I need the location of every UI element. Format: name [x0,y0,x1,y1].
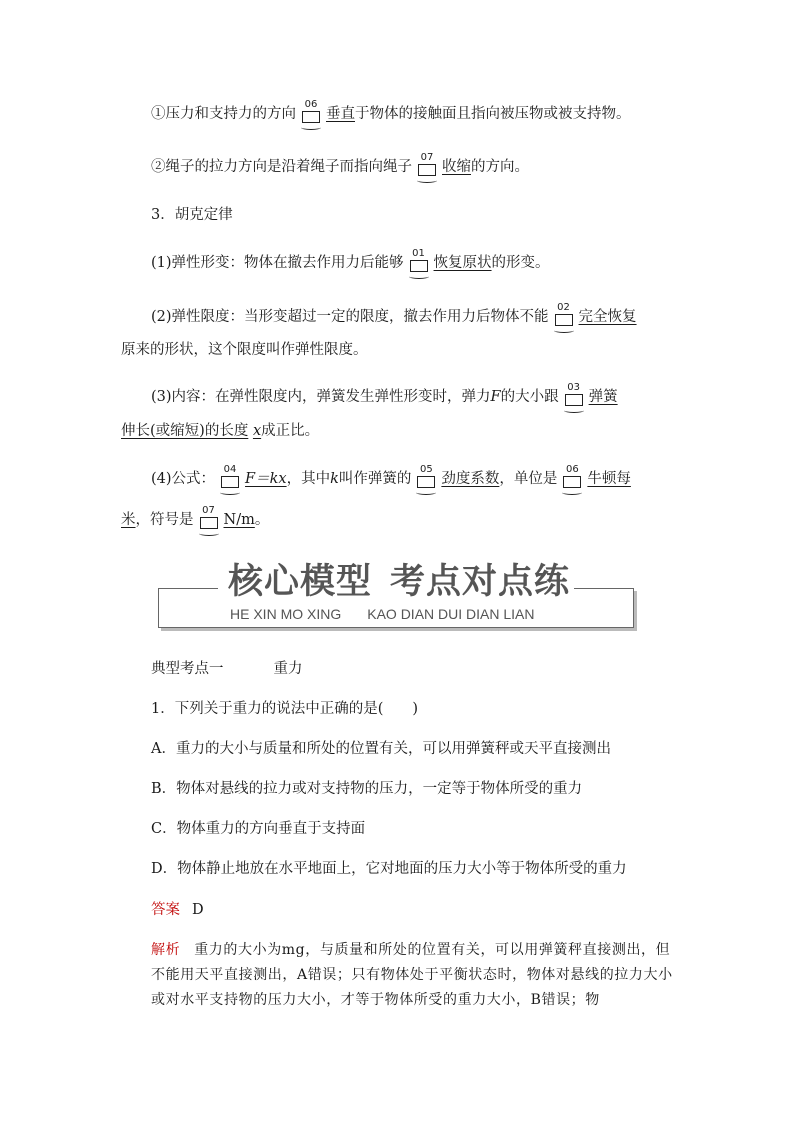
blank-box-04: 04 [219,469,241,489]
fill-line-elastic-limit-cont: 原来的形状，这个限度叫作弹性限度。 [121,342,368,358]
option-b: B．物体对悬线的拉力或对支持物的压力，一定等于物体所受的重力 [151,781,583,797]
fill-line-content: (3)内容：在弹性限度内，弹簧发生弹性形变时，弹力F的大小跟 03 弹簧 [151,387,618,407]
blank-box-03: 03 [563,387,585,407]
analysis-paragraph [121,938,676,1013]
answer-label: 答案 [151,902,180,918]
blank-box-01: 01 [408,253,430,273]
answer-text: 完全恢复 [578,309,637,325]
answer-text: 弹簧 [588,389,618,405]
topic-label: 典型考点一 重力 [151,661,303,677]
banner-subtitle: HE XIN MO XING KAO DIAN DUI DIAN LIAN [230,606,535,622]
fill-line-elastic-deformation: (1)弹性形变：物体在撤去作用力后能够 01 恢复原状的形变。 [151,253,550,273]
section-heading-hooke: 3．胡克定律 [151,207,233,223]
option-c: C．物体重力的方向垂直于支持面 [151,821,366,837]
blank-box-07: 07 [416,157,438,177]
option-a: A．重力的大小与质量和所处的位置有关，可以用弹簧秤或天平直接测出 [151,741,611,757]
answer-text: 收缩 [442,159,471,175]
unit-text: N/m [223,512,255,528]
blank-box-07b: 07 [198,510,220,530]
formula-text: F＝kx [245,471,287,487]
fill-line-elastic-limit: (2)弹性限度：当形变超过一定的限度，撤去作用力后物体不能 02 完全恢复 [151,307,637,327]
fill-line-1: ①压力和支持力的方向 06 垂直于物体的接触面且指向被压物或被支持物。 [151,104,631,124]
answer-text: 牛顿每 [587,471,631,487]
answer-value: D [192,902,204,918]
fill-line-formula-cont: 米，符号是 07 N/m。 [121,510,269,530]
analysis-label: 解析 [151,942,181,958]
section-banner [158,556,634,628]
answer-text: 垂直 [326,106,355,122]
analysis-text: 重力的大小为mg，与质量和所处的位置有关，可以用弹簧秤直接测出，但不能用天平直接测出，A错误；只有物体处于平衡状态时，物体对悬线的拉力大小或对水平支持物的压力大小，才等于物体所受的重力大小，B错误；物 [151,942,673,1008]
question-stem: 1．下列关于重力的说法中正确的是( ) [151,701,419,717]
fill-line-formula: (4)公式： 04 F＝kx，其中k叫作弹簧的 05 劲度系数，单位是 06 牛顿每 [151,469,631,489]
banner-title: 核心模型 考点对点练 [228,562,571,602]
fill-line-2: ②绳子的拉力方向是沿着绳子而指向绳子 07 收缩的方向。 [151,157,529,177]
blank-box-06b: 06 [561,469,583,489]
blank-box-02: 02 [553,307,575,327]
answer-text: 恢复原状 [433,255,492,271]
fill-line-content-cont: 伸长(或缩短)的长度 x成正比。 [121,423,320,439]
blank-box-05: 05 [415,469,437,489]
answer-text: 劲度系数 [441,471,500,487]
answer-line [151,900,204,920]
option-d: D．物体静止地放在水平地面上，它对地面的压力大小等于物体所受的重力 [151,861,627,877]
blank-box-06: 06 [300,104,322,124]
